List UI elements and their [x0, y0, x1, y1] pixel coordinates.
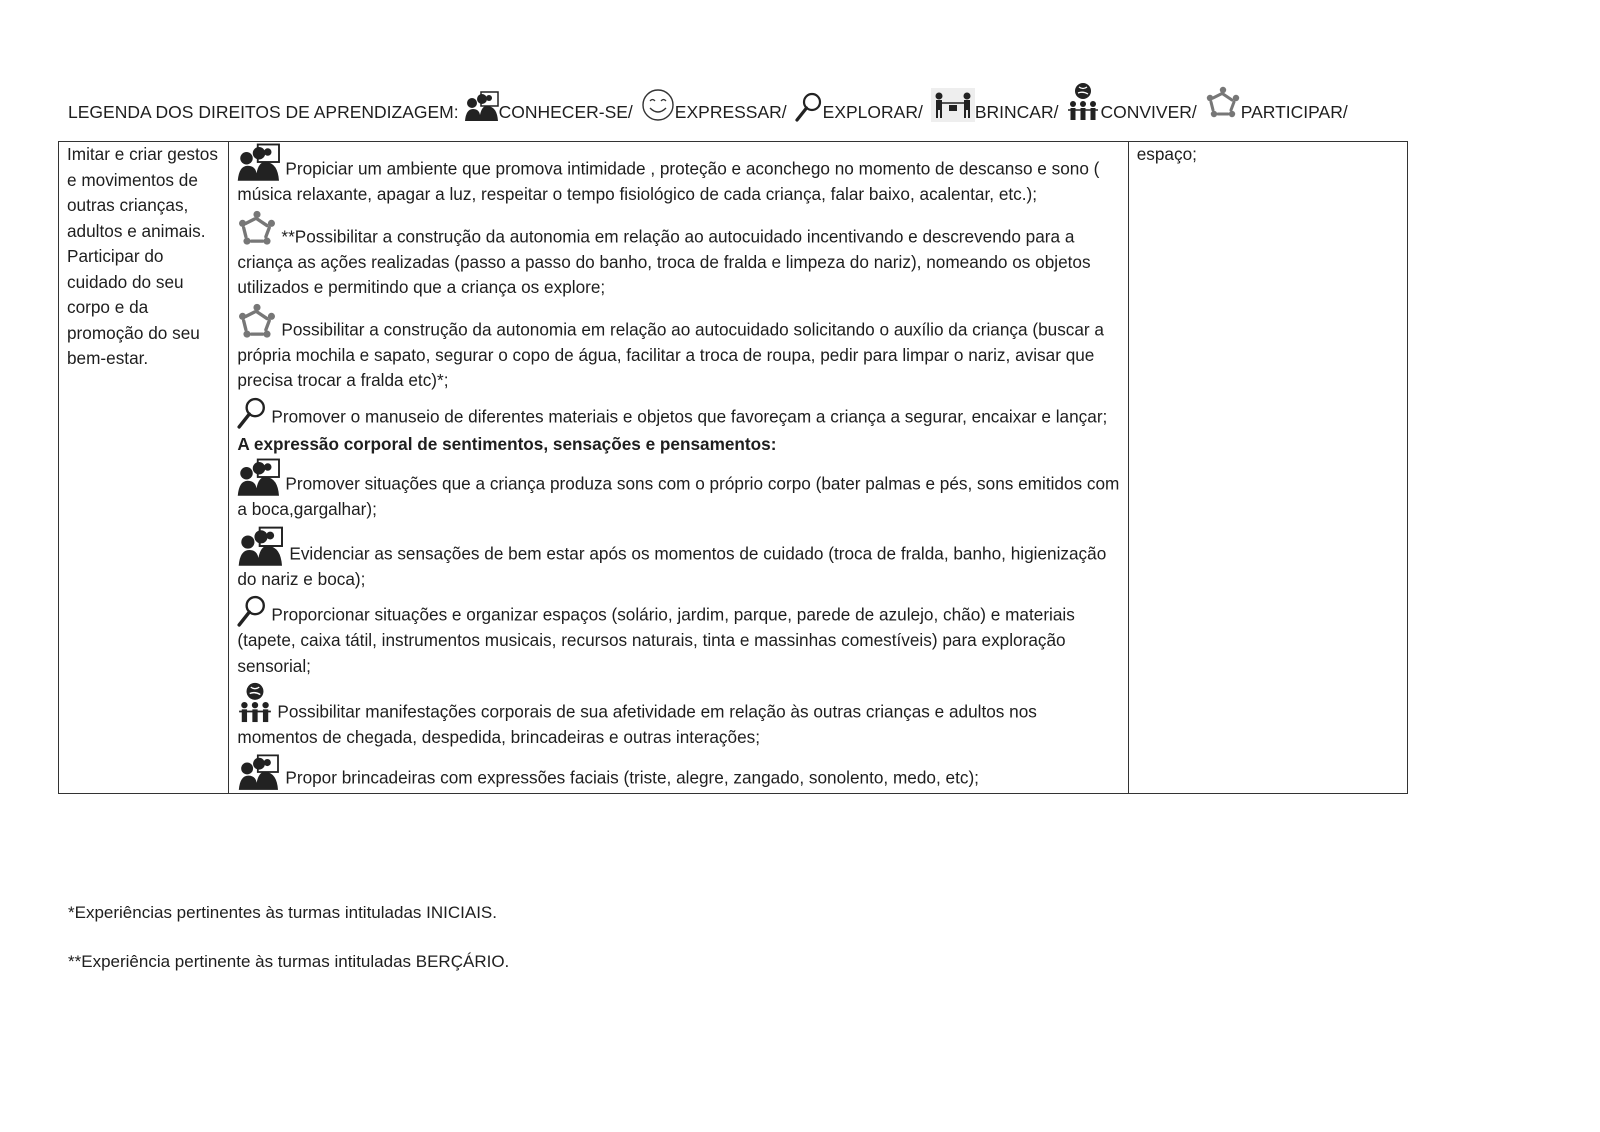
objective-item: Imitar e criar gestos e movimentos de outras crianças, adultos e animais. — [67, 144, 218, 241]
conhecer-se-icon — [465, 90, 499, 122]
participar-icon — [1205, 86, 1241, 122]
experience-text: Propiciar um ambiente que promova intimidade , proteção e aconchego no momento de descanso e sono ( música relaxante, apagar a luz, respeitar o tempo fisiológico de cada criança, falar baixo, acalentar, etc.); — [237, 158, 1100, 204]
space-cell — [1128, 142, 1407, 794]
legend — [68, 64, 1468, 122]
legend-label: CONVIVER/ — [1100, 102, 1197, 122]
experience-text: Evidenciar as sensações de bem estar após os momentos de cuidado (troca de fralda, banho, higienização do nariz e boca); — [237, 543, 1107, 589]
experience-item — [237, 457, 1119, 523]
section-heading: A expressão corporal de sentimentos, sensações e pensamentos: — [237, 433, 777, 454]
legend-item-brincar — [931, 88, 1059, 122]
legend-item-explorar — [795, 92, 923, 122]
content-table — [58, 141, 1408, 794]
conhecer-se-icon — [237, 457, 281, 497]
experience-text: Possibilitar manifestações corporais de sua afetividade em relação às outras crianças e adultos nos momentos de chegada, despedida, brincadeiras e outras interações; — [237, 701, 1037, 747]
legend-item-conhecer-se — [465, 90, 633, 122]
experience-text: Possibilitar a construção da autonomia em relação ao autocuidado solicitando o auxílio da criança (buscar a própria mochila e sapato, segurar o copo de água, facilitar a troca de roupa, pedir para limpar o nariz, avisar que precisa trocar a fralda etc)*; — [237, 319, 1104, 390]
experience-item — [237, 142, 1119, 208]
experience-text: Promover o manuseio de diferentes materiais e objetos que favoreçam a criança a segurar, encaixar e lançar; — [271, 406, 1108, 426]
participar-icon — [237, 210, 277, 250]
experience-text: Propor brincadeiras com expressões faciais (triste, alegre, zangado, sonolento, medo, etc); — [285, 767, 979, 787]
legend-label: CONHECER-SE/ — [498, 102, 633, 122]
conhecer-se-icon — [237, 142, 281, 182]
legend-title: LEGENDA DOS DIREITOS DE APRENDIZAGEM: — [68, 102, 459, 122]
expressar-icon — [641, 88, 675, 122]
legend-item-participar — [1205, 86, 1348, 122]
explorar-icon — [237, 594, 267, 628]
experience-text: Promover situações que a criança produza sons com o próprio corpo (bater palmas e pés, sons emitidos com a boca,gargalhar); — [237, 473, 1120, 519]
legend-label: EXPRESSAR/ — [674, 102, 787, 122]
explorar-icon — [795, 92, 823, 122]
objective-item: Participar do cuidado do seu corpo e da promoção do seu bem-estar. — [67, 246, 200, 368]
conhecer-se-icon — [237, 525, 285, 567]
table-row — [59, 142, 1408, 794]
footnote-bercario: **Experiência pertinente às turmas intituladas BERÇÁRIO. — [68, 952, 510, 971]
space-text: espaço; — [1136, 144, 1197, 164]
experiences-cell — [229, 142, 1128, 794]
conviver-icon — [237, 681, 273, 725]
experience-text: Proporcionar situações e organizar espaços (solário, jardim, parque, parede de azulejo, chão) e materiais (tapete, caixa tátil, instrumentos musicais, recursos naturais, tinta e massinhas comestíveis) para exploração sensorial; — [237, 604, 1075, 676]
experience-item — [237, 681, 1119, 751]
conviver-icon — [1066, 82, 1100, 122]
experience-item — [237, 396, 1119, 430]
legend-item-conviver — [1066, 82, 1196, 122]
legend-label: BRINCAR/ — [974, 102, 1059, 122]
explorar-icon — [237, 396, 267, 430]
conhecer-se-icon — [237, 753, 281, 791]
experience-text: **Possibilitar a construção da autonomia em relação ao autocuidado incentivando e descrevendo para a criança as ações realizadas (passo a passo do banho, troca de fralda e limpeza do nariz), nomeando os objetos utilizados e permitindo que a criança os explore; — [237, 226, 1091, 297]
footnote-iniciais: *Experiências pertinentes às turmas intituladas INICIAIS. — [68, 903, 497, 922]
experience-item — [237, 303, 1119, 394]
legend-label: PARTICIPAR/ — [1240, 102, 1348, 122]
experience-item — [237, 753, 1119, 791]
experience-item — [237, 525, 1119, 593]
legend-label: EXPLORAR/ — [822, 102, 923, 122]
brincar-icon — [931, 88, 975, 122]
participar-icon — [237, 303, 277, 343]
experience-item — [237, 210, 1119, 301]
objectives-cell — [59, 142, 229, 794]
legend-item-expressar — [641, 88, 787, 122]
experience-item — [237, 594, 1119, 679]
